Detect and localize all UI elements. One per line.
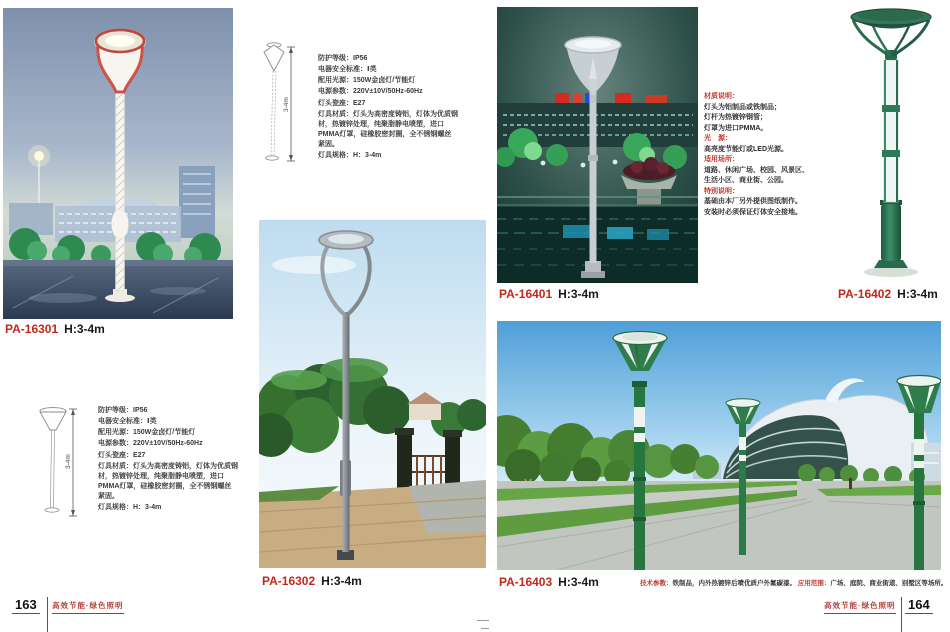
model-size: H:3-4m <box>321 574 362 588</box>
spec-line: 电器安全标准：Ⅰ类 <box>98 418 157 426</box>
caption-pa16403 <box>499 575 599 589</box>
footer-divider-left <box>47 597 48 632</box>
spec-line: 灯头瓷座：E27 <box>318 99 366 107</box>
photo-pa16402-product <box>835 4 947 282</box>
caption-pa16301 <box>5 322 105 336</box>
spec-line: 灯头瓷座：E27 <box>98 451 146 459</box>
notes-line: 安装时必须保证灯体安全接地。 <box>704 208 802 216</box>
caption-pa16402 <box>838 287 938 301</box>
spec-block-bottom <box>98 406 238 514</box>
spec-line: 电源参数：220V±10V/50Hz-60Hz <box>98 440 203 448</box>
model-size: H:3-4m <box>558 287 599 301</box>
model-size: H:3-4m <box>897 287 938 301</box>
notes-line: 高亮度节能灯或LED光源。 <box>704 145 788 153</box>
notes-line: 基础由本厂另外提供图纸制作。 <box>704 198 802 205</box>
footer-divider-right <box>901 597 902 632</box>
notes-line: 灯罩为进口PMMA。 <box>704 124 768 132</box>
photo-pa16403-avenue <box>497 321 941 570</box>
notes-title-material: 材质说明： <box>704 93 739 100</box>
tech-text-params: 铁制品，内外热镀锌后喷优质户外氟碳漆。 <box>672 580 796 587</box>
spec-block-top <box>318 54 458 162</box>
fold-mark <box>477 620 489 621</box>
tech-note <box>640 578 947 587</box>
line-drawing-lamp-top <box>251 40 297 170</box>
spec-line: 电源参数：220V±10V/50Hz-60Hz <box>318 88 423 96</box>
model-code: PA-16302 <box>262 574 316 588</box>
spec-line: 防护等级：IP56 <box>98 407 148 414</box>
model-code: PA-16403 <box>499 575 553 589</box>
footer-slogan-right: 高效节能·绿色照明 <box>824 600 896 614</box>
footer-slogan-left: 高效节能·绿色照明 <box>52 600 124 614</box>
page-number-left: 163 <box>12 597 40 614</box>
tech-label-params: 技术参数： <box>640 580 673 587</box>
notes-line: 道路、休闲广场、校园、风景区、 <box>704 166 809 174</box>
page-number-right: 164 <box>905 597 933 614</box>
photo-pa16301-night-plaza <box>3 8 233 319</box>
notes-line: 生活小区、商业街、公园。 <box>704 177 788 184</box>
model-code: PA-16401 <box>499 287 553 301</box>
notes-line: 灯杆为热镀锌钢管； <box>704 114 767 121</box>
model-code: PA-16301 <box>5 322 59 336</box>
fold-mark <box>481 628 489 629</box>
notes-title-usage: 适用场所： <box>704 156 739 163</box>
spec-line: 配用光源：150W金卤灯/节能灯 <box>98 429 196 437</box>
photo-pa16302-day-gate <box>259 220 486 568</box>
spec-line: 灯具规格：H：3-4m <box>98 504 162 512</box>
spec-line: 配用光源：150W金卤灯/节能灯 <box>318 77 416 85</box>
model-code: PA-16402 <box>838 287 892 301</box>
dimension-label: 3-4m <box>283 97 290 112</box>
model-size: H:3-4m <box>558 575 599 589</box>
notes-title-source: 光 源： <box>704 135 732 142</box>
notes-title-special: 特别说明： <box>704 187 739 195</box>
spec-line: 防护等级：IP56 <box>318 55 368 62</box>
caption-pa16401 <box>499 287 599 301</box>
material-notes <box>704 92 834 218</box>
spec-line: 灯具材质：灯头为高密度铸铝，灯体为优质钢材，热镀锌处理，纯聚脂静电喷塑，进口PMMA灯罩，硅橡胶密封圈，全不锈钢螺丝紧固。 <box>98 462 238 501</box>
notes-line: 灯头为铝制品或铁制品； <box>704 103 781 111</box>
spec-line: 电器安全标准：Ⅰ类 <box>318 66 377 74</box>
spec-line: 灯具材质：灯头为高密度铸铝，灯体为优质钢材，热镀锌处理，纯聚脂静电喷塑，进口PMMA灯罩，硅橡胶密封圈，全不锈钢螺丝紧固。 <box>318 110 458 149</box>
model-size: H:3-4m <box>64 322 105 336</box>
photo-pa16401-night-pool <box>497 7 698 283</box>
caption-pa16302 <box>262 574 362 588</box>
spec-line: 灯具规格：H：3-4m <box>318 152 382 160</box>
dimension-label: 3-4m <box>65 454 72 469</box>
tech-text-scope: 广场、庭院、商业街道、别墅区等场所。 <box>830 580 948 587</box>
line-drawing-lamp-bottom <box>34 400 80 526</box>
tech-label-scope: 应用范围： <box>797 580 831 587</box>
